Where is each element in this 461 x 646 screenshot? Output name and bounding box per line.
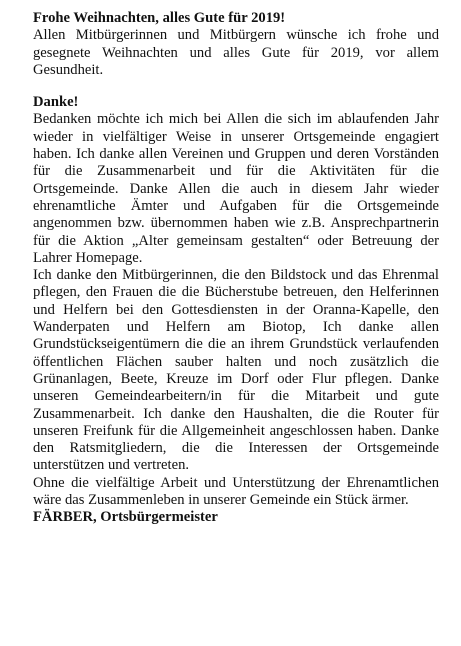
thanks-heading: Danke!: [33, 94, 79, 111]
christmas-greeting-section: [33, 10, 439, 79]
section-divider-space: [33, 79, 439, 94]
thanks-paragraph-3: Ohne die vielfältige Arbeit und Unterstützung der Ehrenamtlichen wäre das Zusammenleben in unserer Gemeinde ein Stück ärmer.: [33, 474, 439, 509]
signature: FÄRBER, Ortsbürgermeister: [33, 509, 218, 526]
thanks-section: [33, 94, 439, 526]
thanks-paragraph-1: Bedanken möchte ich mich bei Allen die sich im ablaufenden Jahr wieder in vielfältiger Weise in unserer Ortsgemeinde engagiert haben. Ich danke allen Vereinen und Gruppen und deren Vorständen für die Zusammenarbeit und für die Aktivitäten für die Ortsgemeinde. Danke Allen die auch in diesem Jahr wieder ehrenamtliche Ämter und Aufgaben für die Ortsgemeinde angenommen bzw. übernommen haben wie z.B. Ansprechpartnerin für die Aktion „Alter gemeinsam gestalten“ oder Betreuung der Lahrer Homepage.: [33, 111, 439, 266]
thanks-paragraph-2: Ich danke den Mitbürgerinnen, die den Bildstock und das Ehrenmal pflegen, den Frauen die die Bücherstube betreuen, den Helferinnen und Helfern bei den Gottesdiensten in der Oranna-Kapelle, den Wanderpaten und Helfern am Biotop, Ich danke allen Grundstückseigentümern die die an ihrem Grundstück verlaufenden öffentlichen Flächen sauber halten und noch zusätzlich die Grünanlagen, Beete, Kreuze im Dorf oder Flur pflegen. Danke unseren Gemeindearbeitern/in für die Mitarbeit und gute Zusammenarbeit. Ich danke den Haushalten, die die Router für unseren Freifunk für die Allgemeinheit angeschlossen haben. Danke den Ratsmitgliedern, die die Interessen der Ortsgemeinde unterstützen und vertreten.: [33, 267, 439, 474]
document-page: [33, 10, 439, 527]
greeting-heading: Frohe Weihnachten, alles Gute für 2019!: [33, 10, 286, 26]
greeting-text: Allen Mitbürgerinnen und Mitbürgern wünsche ich frohe und gesegnete Weihnachten und alles Gute für 2019, vor allem Gesundheit.: [33, 27, 439, 78]
